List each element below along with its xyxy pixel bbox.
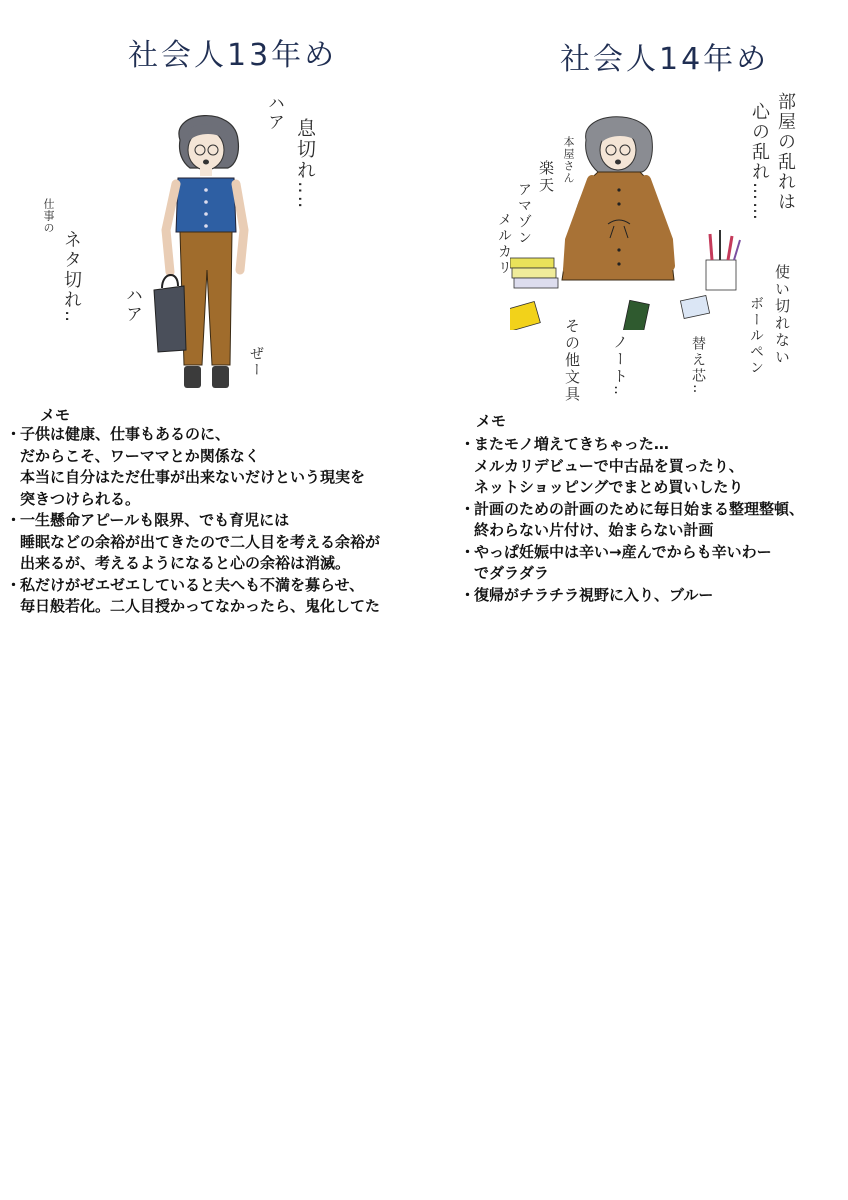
memo-line: 本当に自分はただ仕事が出来ないだけという現実を bbox=[20, 468, 366, 486]
memo-line: またモノ増えてきちゃった… bbox=[474, 435, 669, 453]
memo-title: メモ bbox=[476, 412, 507, 430]
pens-label-unused: 使い切れない bbox=[773, 264, 791, 366]
breath-label: 息切れ‥‥ bbox=[294, 118, 316, 211]
memo-line: でダラダラ bbox=[474, 564, 549, 582]
bullet-mark: ・ bbox=[460, 499, 476, 518]
bullet-mark: ・ bbox=[6, 511, 22, 529]
memo-item bbox=[460, 499, 804, 542]
bullet-mark: ・ bbox=[6, 575, 22, 594]
memo-line: 出来るが、考えるようになると心の余裕は消滅。 bbox=[20, 554, 351, 572]
memo-item bbox=[460, 585, 804, 607]
haa-label-top: ハア bbox=[264, 94, 284, 132]
memo-list bbox=[6, 424, 380, 618]
zee-label: ぜー bbox=[248, 346, 264, 378]
haa-label-bottom: ハア bbox=[122, 286, 142, 324]
note-label: ノート‥ bbox=[611, 334, 629, 398]
stationery-label: その他文具 bbox=[563, 318, 581, 403]
heart-label: 心の乱れ…… bbox=[749, 102, 770, 222]
woman-with-bag-illustration bbox=[140, 100, 290, 400]
memo-item bbox=[460, 542, 804, 585]
memo-line: 復帰がチラチラ視野に入り、ブルー bbox=[474, 585, 714, 604]
woman-with-stationery-illustration bbox=[510, 110, 760, 330]
memo-line: ネットショッピングでまとめ買いしたり bbox=[474, 478, 744, 496]
memo-line: 突きつけられる。 bbox=[20, 489, 141, 508]
pens-label-ballpoint: ボールペン bbox=[748, 296, 764, 376]
memo-item bbox=[460, 434, 804, 499]
panel-year-14 bbox=[424, 0, 848, 640]
shop-label-amazon: アマゾン bbox=[516, 182, 532, 246]
bullet-mark: ・ bbox=[460, 542, 476, 561]
memo-line: 毎日般若化。二人目授かってなかったら、鬼化してた bbox=[20, 597, 381, 615]
bullet-mark: ・ bbox=[460, 435, 476, 453]
shop-label-rakuten: 楽天 bbox=[537, 160, 555, 194]
memo-title: メモ bbox=[40, 406, 71, 424]
memo-line: 睡眠などの余裕が出てきたので二人目を考える余裕が bbox=[20, 532, 381, 551]
shop-label-mercari: メルカリ bbox=[496, 212, 512, 276]
memo-line: メルカリデビューで中古品を買ったり、 bbox=[474, 456, 744, 475]
work-label: 仕事の bbox=[42, 198, 55, 234]
memo-item bbox=[6, 575, 380, 618]
memo-line: 子供は健康、仕事もあるのに、 bbox=[20, 425, 231, 443]
panel-year-13 bbox=[0, 0, 424, 640]
bullet-mark: ・ bbox=[6, 425, 22, 443]
memo-item bbox=[6, 510, 380, 575]
memo-line: だからこそ、ワーママとか関係なく bbox=[20, 446, 260, 465]
memo-line: 計画のための計画のために毎日始まる整理整頓、 bbox=[474, 499, 805, 518]
panel-title: 社会人13年め bbox=[128, 38, 338, 73]
memo-line: やっぱ妊娠中は辛い→産んでからも辛いわー bbox=[474, 542, 772, 561]
memo-item bbox=[6, 424, 380, 510]
room-label: 部屋の乱れは bbox=[775, 92, 796, 212]
panel-title: 社会人14年め bbox=[560, 42, 770, 77]
shop-label-bookstore: 本屋さん bbox=[562, 136, 575, 184]
memo-list bbox=[460, 434, 804, 606]
memo-line: 終わらない片付け、始まらない計画 bbox=[474, 521, 714, 539]
neta-label: ネタ切れ‥ bbox=[61, 230, 82, 325]
memo-line: 一生懸命アピールも限界、でも育児には bbox=[20, 511, 290, 529]
memo-line: 私だけがゼエゼエしていると夫へも不満を募らせ、 bbox=[20, 575, 365, 594]
bullet-mark: ・ bbox=[460, 585, 476, 604]
refill-label: 替え芯‥ bbox=[690, 336, 706, 396]
